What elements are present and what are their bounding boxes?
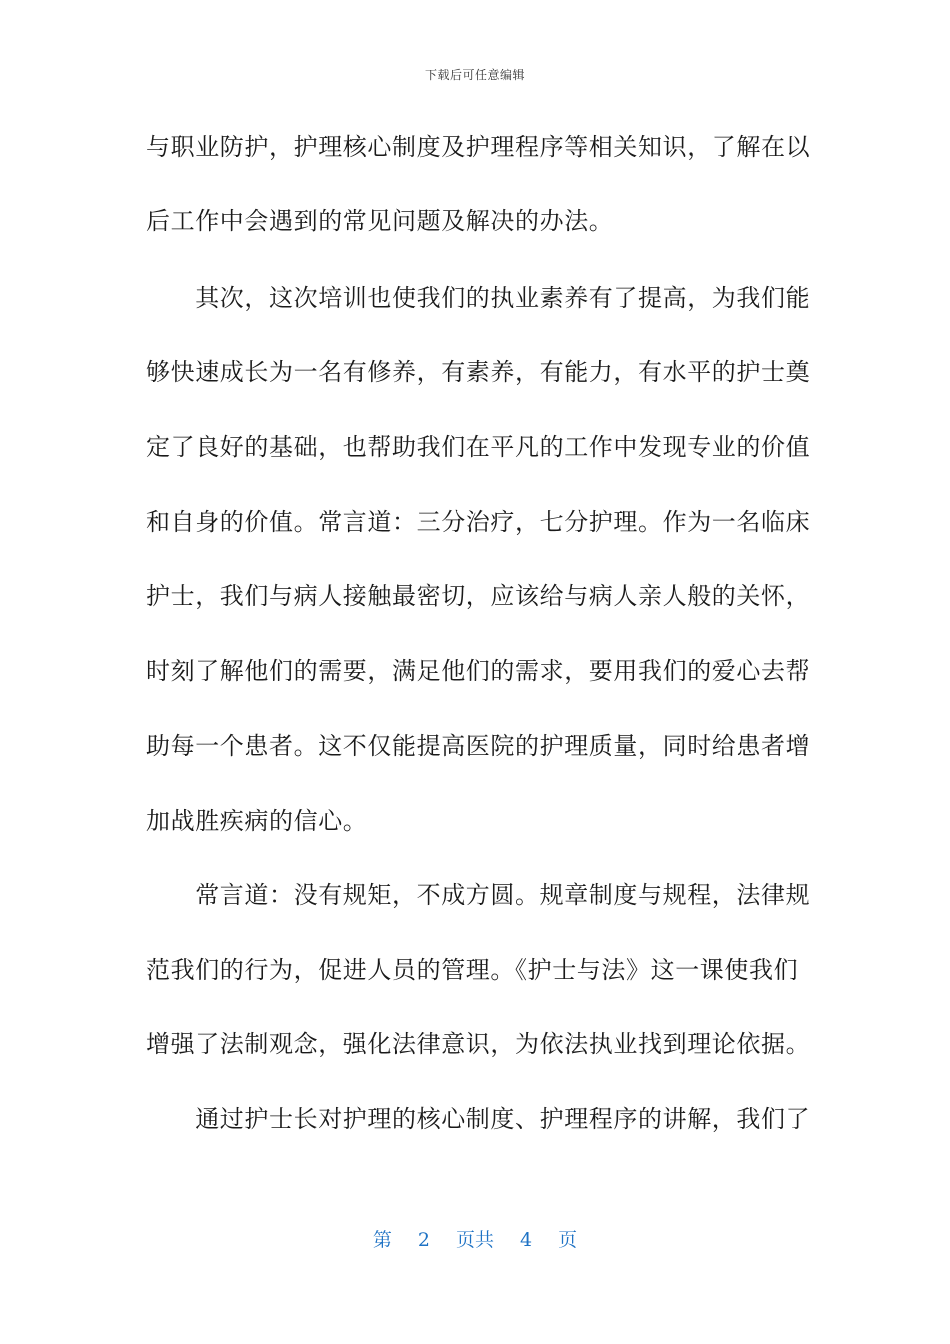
page-footer: [0, 1225, 950, 1252]
page-header: 下载后可任意编辑: [424, 68, 525, 82]
body-line: 加战胜疾病的信心。: [146, 807, 368, 835]
footer-middle: 页共: [455, 1229, 494, 1251]
body-line: 通过护士长对护理的核心制度、护理程序的讲解，我们了: [146, 1105, 811, 1133]
footer-suffix: 页: [558, 1229, 578, 1251]
body-line: 和自身的价值。常言道：三分治疗，七分护理。作为一名临床: [146, 508, 811, 536]
body-line: 与职业防护，护理核心制度及护理程序等相关知识，了解在以: [146, 133, 811, 161]
body-line: 助每一个患者。这不仅能提高医院的护理质量，同时给患者增: [146, 732, 811, 760]
body-line: 增强了法制观念，强化法律意识，为依法执业找到理论依据。: [146, 1030, 811, 1058]
body-line: 范我们的行为，促进人员的管理。《护士与法》这一课使我们: [146, 956, 799, 984]
body-line: 护士，我们与病人接触最密切，应该给与病人亲人般的关怀，: [146, 582, 811, 610]
footer-total-pages: 4: [520, 1229, 533, 1251]
body-line: 定了良好的基础，也帮助我们在平凡的工作中发现专业的价值: [146, 433, 811, 461]
body-line: 够快速成长为一名有修养，有素养，有能力，有水平的护士奠: [146, 358, 811, 386]
body-line: 其次，这次培训也使我们的执业素养有了提高，为我们能: [146, 284, 811, 312]
body-line: 时刻了解他们的需要，满足他们的需求，要用我们的爱心去帮: [146, 657, 811, 685]
body-line: 常言道：没有规矩，不成方圆。规章制度与规程，法律规: [146, 881, 811, 909]
footer-current-page: 2: [417, 1229, 430, 1251]
body-line: 后工作中会遇到的常见问题及解决的办法。: [146, 207, 614, 235]
footer-prefix: 第: [372, 1229, 392, 1251]
